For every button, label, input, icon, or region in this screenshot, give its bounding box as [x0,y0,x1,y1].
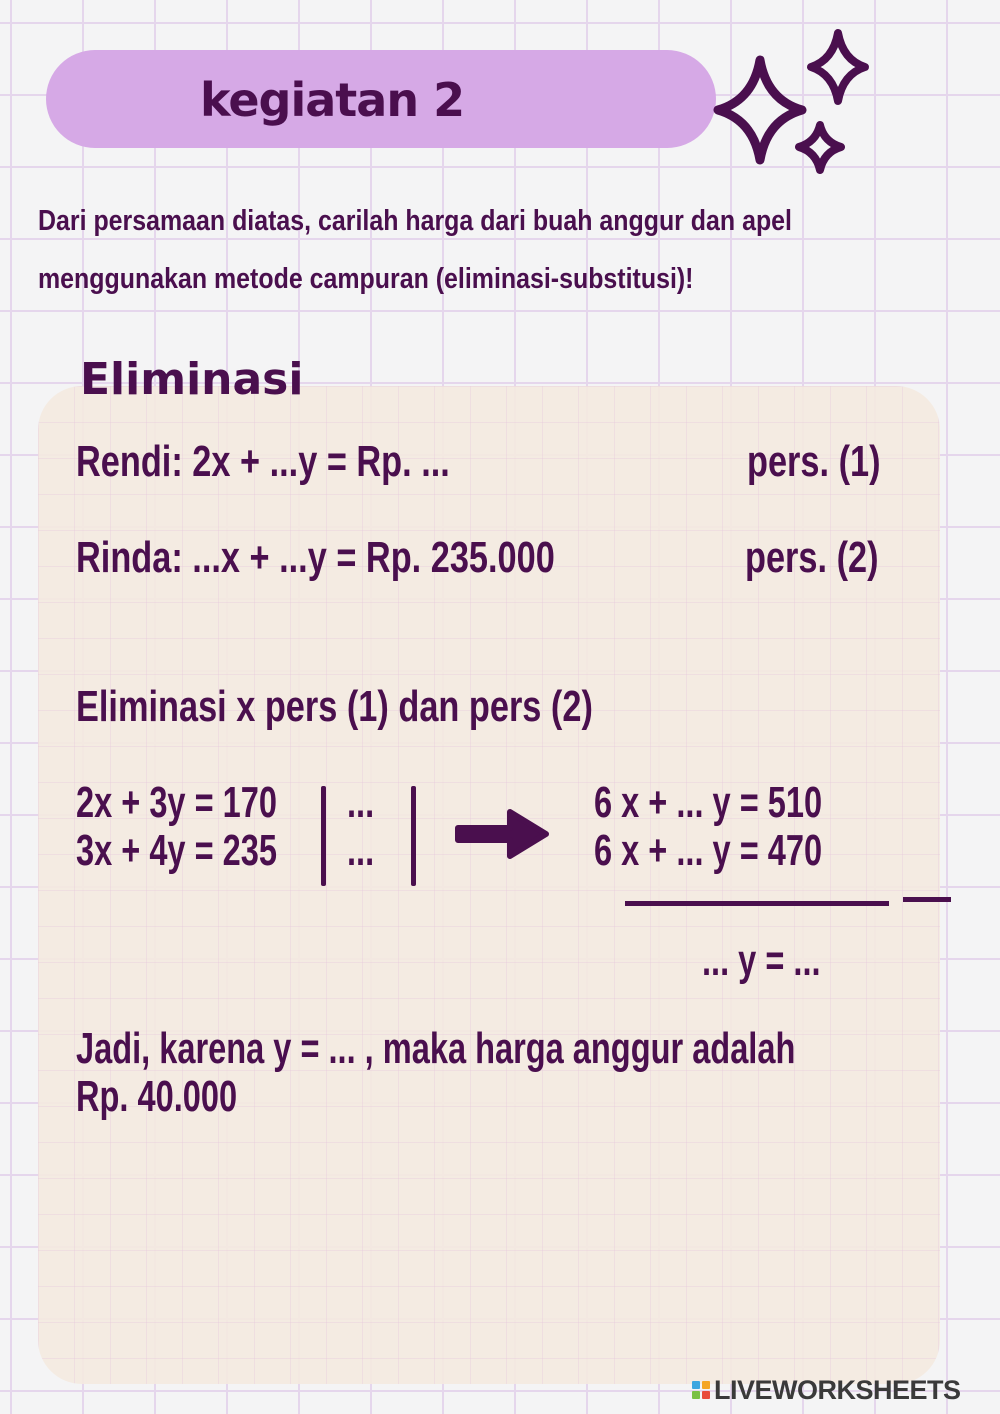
equation-rinda-tag: pers. (2) [745,533,879,582]
multiplier-1[interactable]: ... [347,778,375,827]
liveworksheets-logo-icon [692,1381,710,1399]
liveworksheets-brand: LIVEWORKSHEETS [714,1374,961,1405]
conclusion-line-2: Rp. 40.000 [76,1072,238,1121]
left-equation-1: 2x + 3y = 170 [76,778,277,827]
bracket-left [321,786,326,886]
arrow-right-icon [452,804,552,864]
multiplier-2[interactable]: ... [347,826,375,875]
conclusion-line-1: Jadi, karena y = ... , maka harga anggur adalah [76,1024,796,1073]
sum-line [625,901,889,906]
instruction-line-2: menggunakan metode campuran (eliminasi-substitusi)! [38,263,694,295]
instruction-line-1: Dari persamaan diatas, carilah harga dari buah anggur dan apel [38,205,792,237]
right-equation-1: 6 x + ... y = 510 [594,778,823,827]
minus-sign [903,897,951,902]
right-equation-2: 6 x + ... y = 470 [594,826,823,875]
equation-rinda: Rinda: ...x + ...y = Rp. 235.000 [76,533,555,582]
liveworksheets-logo [692,1373,961,1407]
bracket-right [411,786,416,886]
section-title: Eliminasi [80,354,304,405]
elimination-heading: Eliminasi x pers (1) dan pers (2) [76,682,593,731]
left-equation-2: 3x + 4y = 235 [76,826,277,875]
instruction-text [38,192,812,308]
sparkles-icon [705,15,885,190]
equation-rendi: Rendi: 2x + ...y = Rp. ... [76,437,450,486]
page-title: kegiatan 2 [200,73,465,127]
equation-rendi-tag: pers. (1) [747,437,881,486]
elimination-result: ... y = ... [702,936,821,985]
